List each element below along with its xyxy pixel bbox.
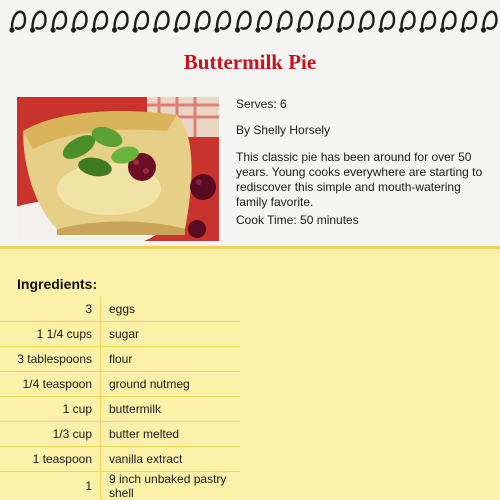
ingredient-row <box>0 372 240 397</box>
binding-coil <box>94 12 107 30</box>
binding-coil <box>217 12 230 30</box>
binding-coil <box>114 12 127 30</box>
ingredient-name: butter melted <box>101 422 241 447</box>
binding-coil <box>442 12 455 30</box>
ingredient-name: flour <box>101 347 241 372</box>
serves-text: Serves: 6 <box>236 97 287 111</box>
pie-photo <box>17 97 219 241</box>
binding-coil <box>135 12 148 30</box>
binding-coil <box>360 12 373 30</box>
spiral-binding <box>0 0 500 40</box>
ingredient-quantity: 3 <box>0 297 101 322</box>
ingredient-row <box>0 322 240 347</box>
recipe-card-top <box>0 0 500 248</box>
binding-coil <box>73 12 86 30</box>
recipe-title: Buttermilk Pie <box>183 50 317 74</box>
ingredient-quantity: 1 cup <box>0 397 101 422</box>
binding-coil <box>258 12 271 30</box>
ingredient-quantity: 1/3 cup <box>0 422 101 447</box>
ingredient-row <box>0 297 240 322</box>
ingredient-name: vanilla extract <box>101 447 241 472</box>
ingredient-row <box>0 472 240 500</box>
ingredient-row <box>0 347 240 372</box>
ingredient-quantity: 1 <box>0 472 101 500</box>
ingredients-table <box>0 297 240 500</box>
binding-coil <box>319 12 332 30</box>
binding-coil <box>12 12 25 30</box>
author-text: By Shelly Horsely <box>236 123 331 137</box>
binding-coil <box>422 12 435 30</box>
ingredient-row <box>0 447 240 472</box>
ingredient-name: ground nutmeg <box>101 372 241 397</box>
ingredient-name: buttermilk <box>101 397 241 422</box>
description-text: This classic pie has been around for over 50 years. Young cooks everywhere are starting to rediscover this simple and mouth-watering family favorite. <box>236 150 483 209</box>
binding-coil <box>53 12 66 30</box>
binding-coil <box>401 12 414 30</box>
binding-coil <box>340 12 353 30</box>
ingredient-quantity: 1/4 teaspoon <box>0 372 101 397</box>
binding-coil <box>483 12 496 30</box>
ingredient-quantity: 1 1/4 cups <box>0 322 101 347</box>
ingredients-heading: Ingredients: <box>17 276 98 292</box>
binding-coil <box>381 12 394 30</box>
ingredient-quantity: 3 tablespoons <box>0 347 101 372</box>
ingredient-name: sugar <box>101 322 241 347</box>
ingredient-row <box>0 397 240 422</box>
ingredient-name: 9 inch unbaked pastry shell <box>109 472 227 500</box>
binding-coil <box>196 12 209 30</box>
binding-coil <box>176 12 189 30</box>
binding-coil <box>299 12 312 30</box>
binding-coil <box>32 12 45 30</box>
ingredient-name: eggs <box>101 297 241 322</box>
cook-time-text: Cook Time: 50 minutes <box>236 213 359 227</box>
binding-coil <box>155 12 168 30</box>
ingredient-row <box>0 422 240 447</box>
binding-coil <box>463 12 476 30</box>
ingredient-quantity: 1 teaspoon <box>0 447 101 472</box>
binding-coil <box>237 12 250 30</box>
binding-coil <box>278 12 291 30</box>
